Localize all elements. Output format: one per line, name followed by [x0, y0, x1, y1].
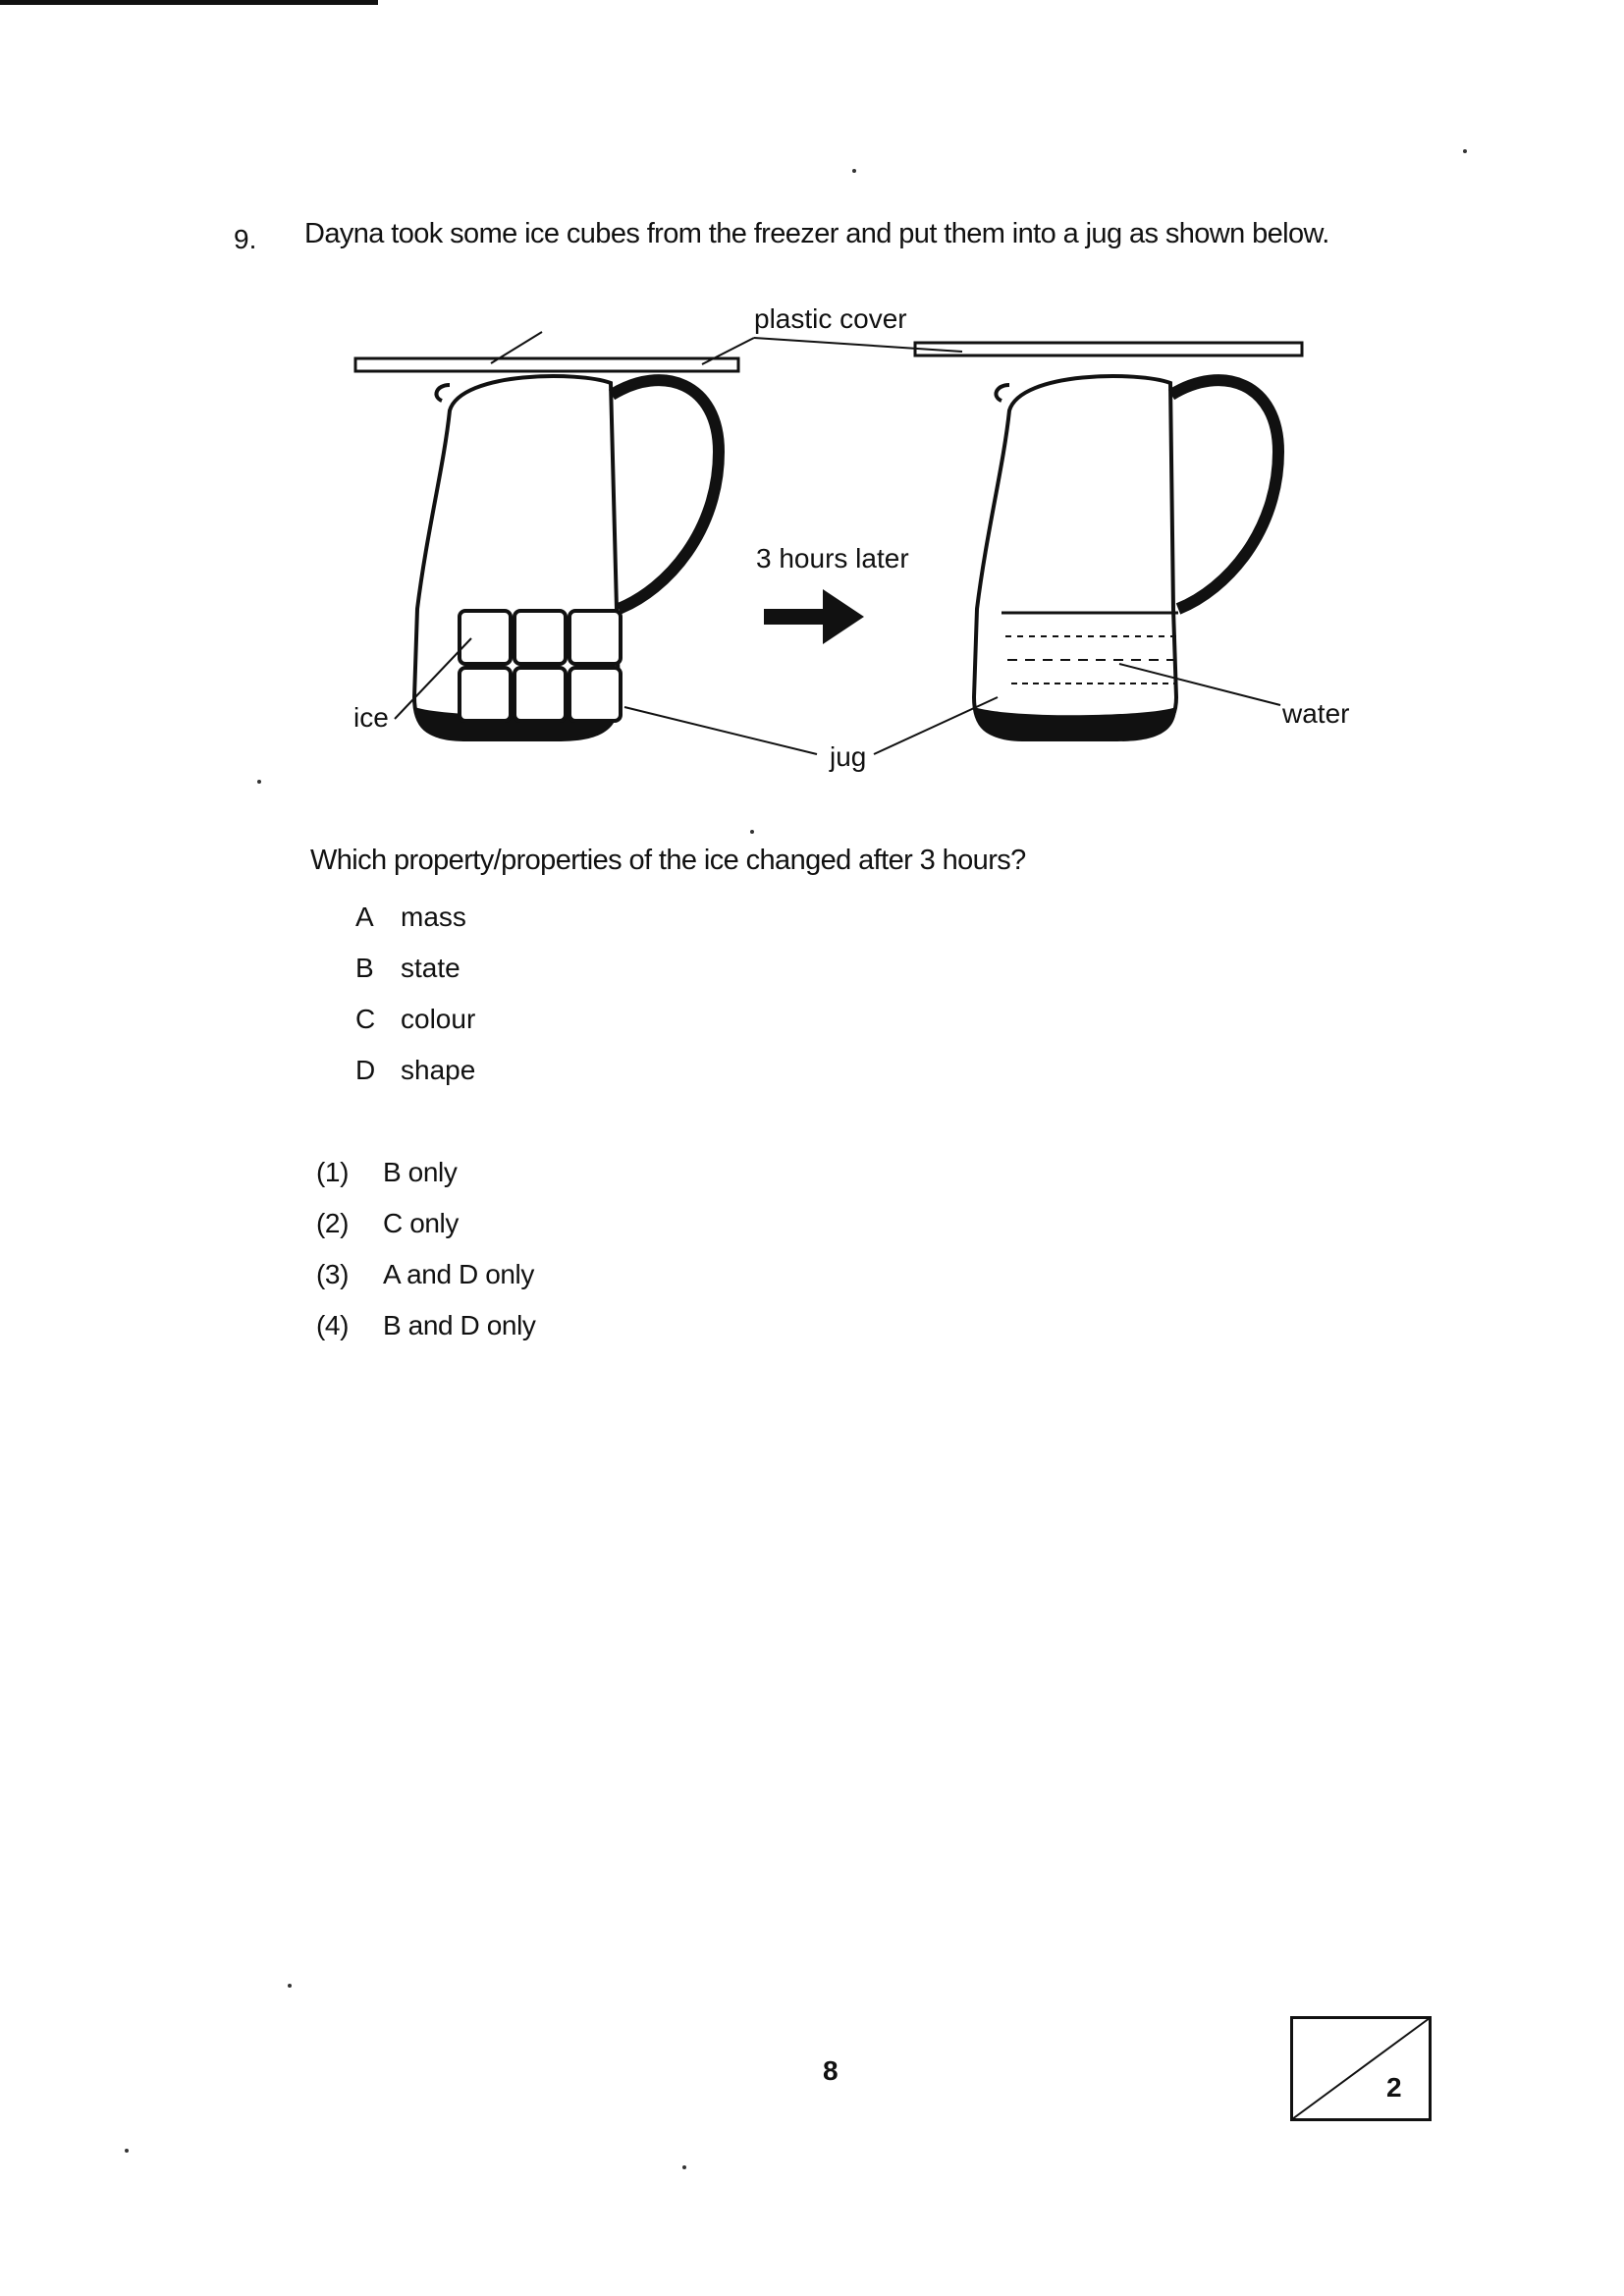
scan-speck [1463, 149, 1467, 153]
property-letter: B [355, 953, 374, 983]
right-arrow [764, 589, 864, 644]
page-number: 8 [823, 2055, 839, 2086]
choice-number: (4) [316, 1310, 350, 1340]
scan-speck [852, 169, 856, 173]
scan-speck [125, 2149, 129, 2153]
question-text: Dayna took some ice cubes from the freezer and put them into a jug as shown below. [304, 218, 1329, 249]
ice-label: ice [353, 702, 389, 733]
answer-choice[interactable] [316, 1157, 536, 1208]
scan-speck [257, 780, 261, 784]
scan-speck [288, 1984, 292, 1988]
property-letter: C [355, 1004, 376, 1034]
choice-number: (3) [316, 1259, 350, 1289]
property-text: shape [401, 1055, 476, 1085]
property-letter: A [355, 902, 374, 932]
ice-cubes [460, 611, 621, 721]
plastic-cover-label: plastic cover [754, 303, 907, 334]
choice-text: B only [383, 1157, 458, 1187]
left-plastic-cover [355, 358, 738, 371]
jug-label: jug [830, 741, 867, 772]
choice-text: A and D only [383, 1259, 534, 1289]
answer-choice[interactable] [316, 1208, 536, 1259]
property-item [355, 1004, 475, 1055]
score-value: 2 [1386, 2072, 1402, 2103]
top-edge-bar [0, 0, 378, 5]
property-text: mass [401, 902, 466, 932]
property-letter: D [355, 1055, 376, 1085]
property-text: state [401, 953, 460, 983]
question-prompt: Which property/properties of the ice changed after 3 hours? [310, 845, 1026, 876]
answer-choices [316, 1157, 536, 1361]
scan-speck [682, 2165, 686, 2169]
answer-choice[interactable] [316, 1259, 536, 1310]
property-list [355, 902, 475, 1106]
choice-number: (2) [316, 1208, 350, 1238]
jug-diagram [334, 295, 1375, 805]
choice-number: (1) [316, 1157, 350, 1187]
property-item [355, 953, 475, 1004]
water-label: water [1282, 698, 1350, 729]
time-label: 3 hours later [756, 543, 909, 574]
score-box [1290, 2016, 1432, 2121]
answer-choice[interactable] [316, 1310, 536, 1361]
question-number: 9. [234, 224, 257, 254]
left-jug [414, 376, 719, 741]
right-plastic-cover [915, 343, 1302, 355]
scan-speck [750, 830, 754, 834]
property-item [355, 1055, 475, 1106]
property-item [355, 902, 475, 953]
choice-text: B and D only [383, 1310, 536, 1340]
right-jug [974, 376, 1278, 741]
property-text: colour [401, 1004, 476, 1034]
choice-text: C only [383, 1208, 459, 1238]
